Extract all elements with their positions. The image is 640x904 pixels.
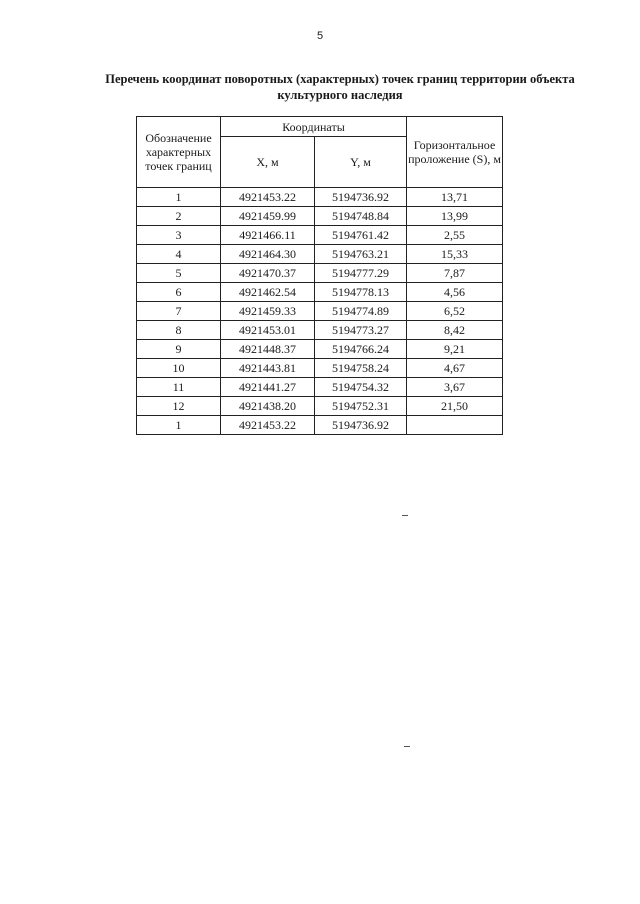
cell-x: 4921470.37 bbox=[221, 264, 315, 283]
table-body bbox=[137, 188, 503, 435]
scan-mark bbox=[404, 746, 410, 747]
header-distance: Горизонтальное проложение (S), м bbox=[407, 117, 503, 188]
cell-distance: 13,99 bbox=[407, 207, 503, 226]
cell-point: 6 bbox=[137, 283, 221, 302]
cell-distance: 2,55 bbox=[407, 226, 503, 245]
table-row bbox=[137, 359, 503, 378]
cell-x: 4921459.99 bbox=[221, 207, 315, 226]
cell-x: 4921448.37 bbox=[221, 340, 315, 359]
table-row bbox=[137, 321, 503, 340]
cell-x: 4921453.22 bbox=[221, 416, 315, 435]
coordinates-table bbox=[136, 116, 503, 435]
cell-point: 9 bbox=[137, 340, 221, 359]
table-row bbox=[137, 378, 503, 397]
header-x: X, м bbox=[221, 137, 315, 188]
cell-distance: 3,67 bbox=[407, 378, 503, 397]
cell-x: 4921438.20 bbox=[221, 397, 315, 416]
cell-y: 5194778.13 bbox=[315, 283, 407, 302]
cell-x: 4921462.54 bbox=[221, 283, 315, 302]
cell-x: 4921453.22 bbox=[221, 188, 315, 207]
cell-distance: 4,56 bbox=[407, 283, 503, 302]
document-title: Перечень координат поворотных (характерных) точек границ территории объекта культурного наследия bbox=[105, 72, 575, 102]
cell-point: 7 bbox=[137, 302, 221, 321]
cell-point: 5 bbox=[137, 264, 221, 283]
table-row bbox=[137, 245, 503, 264]
cell-distance: 4,67 bbox=[407, 359, 503, 378]
cell-point: 11 bbox=[137, 378, 221, 397]
cell-point: 8 bbox=[137, 321, 221, 340]
cell-y: 5194736.92 bbox=[315, 188, 407, 207]
cell-distance: 13,71 bbox=[407, 188, 503, 207]
cell-point: 4 bbox=[137, 245, 221, 264]
table-row bbox=[137, 226, 503, 245]
header-coordinates: Координаты bbox=[221, 117, 407, 137]
cell-distance: 15,33 bbox=[407, 245, 503, 264]
table-row bbox=[137, 283, 503, 302]
cell-y: 5194736.92 bbox=[315, 416, 407, 435]
cell-y: 5194761.42 bbox=[315, 226, 407, 245]
cell-distance: 7,87 bbox=[407, 264, 503, 283]
cell-point: 1 bbox=[137, 416, 221, 435]
table-row bbox=[137, 340, 503, 359]
cell-x: 4921441.27 bbox=[221, 378, 315, 397]
cell-y: 5194752.31 bbox=[315, 397, 407, 416]
cell-distance: 21,50 bbox=[407, 397, 503, 416]
table-row bbox=[137, 207, 503, 226]
cell-y: 5194758.24 bbox=[315, 359, 407, 378]
table-row bbox=[137, 416, 503, 435]
cell-distance: 9,21 bbox=[407, 340, 503, 359]
cell-y: 5194766.24 bbox=[315, 340, 407, 359]
table-row bbox=[137, 188, 503, 207]
cell-x: 4921459.33 bbox=[221, 302, 315, 321]
cell-distance bbox=[407, 416, 503, 435]
cell-point: 3 bbox=[137, 226, 221, 245]
cell-y: 5194748.84 bbox=[315, 207, 407, 226]
cell-y: 5194754.32 bbox=[315, 378, 407, 397]
table-row bbox=[137, 264, 503, 283]
cell-y: 5194774.89 bbox=[315, 302, 407, 321]
table-row bbox=[137, 397, 503, 416]
page-number: 5 bbox=[316, 30, 324, 42]
cell-y: 5194773.27 bbox=[315, 321, 407, 340]
cell-x: 4921464.30 bbox=[221, 245, 315, 264]
header-point: Обозначение характерных точек границ bbox=[137, 117, 221, 188]
cell-distance: 8,42 bbox=[407, 321, 503, 340]
cell-point: 12 bbox=[137, 397, 221, 416]
header-y: Y, м bbox=[315, 137, 407, 188]
table-row bbox=[137, 302, 503, 321]
cell-y: 5194777.29 bbox=[315, 264, 407, 283]
scan-mark bbox=[402, 515, 408, 516]
cell-x: 4921443.81 bbox=[221, 359, 315, 378]
cell-y: 5194763.21 bbox=[315, 245, 407, 264]
cell-distance: 6,52 bbox=[407, 302, 503, 321]
cell-point: 2 bbox=[137, 207, 221, 226]
cell-point: 1 bbox=[137, 188, 221, 207]
cell-point: 10 bbox=[137, 359, 221, 378]
cell-x: 4921466.11 bbox=[221, 226, 315, 245]
table-header bbox=[137, 117, 503, 188]
cell-x: 4921453.01 bbox=[221, 321, 315, 340]
